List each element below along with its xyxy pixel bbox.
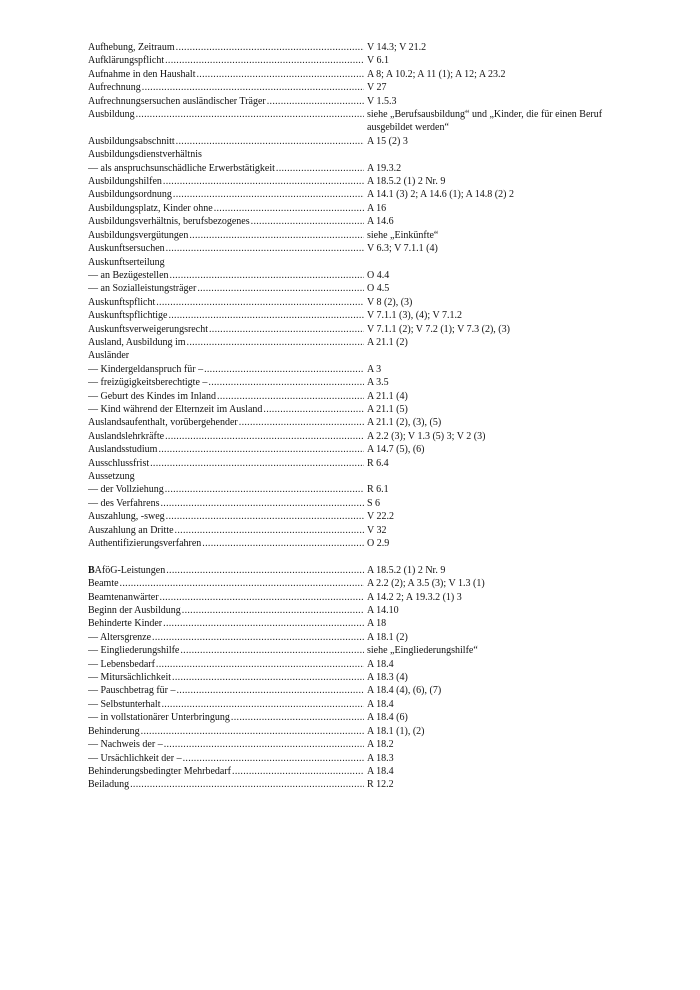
index-entry (88, 631, 628, 644)
index-reference: O 4.5 (367, 283, 390, 295)
index-reference: A 14.10 (367, 605, 399, 617)
index-reference: A 21.1 (2), (3), (5) (367, 417, 442, 429)
index-term (88, 711, 364, 724)
dot-leader (188, 229, 364, 242)
index-reference: A 18.4 (367, 765, 394, 777)
dot-leader (186, 336, 364, 349)
index-reference: R 6.4 (367, 457, 389, 469)
index-entry (88, 725, 628, 738)
index-entry (88, 135, 628, 148)
index-reference: A 14.1 (3) 2; A 14.6 (1); A 14.8 (2) 2 (367, 189, 514, 201)
index-term-text: — Kind während der Elternzeit im Ausland (88, 403, 263, 415)
index-entry (88, 510, 628, 523)
index-term (88, 591, 364, 604)
index-term-text: Ausbildungsplatz, Kinder ohne (88, 202, 213, 214)
dot-leader (175, 684, 364, 697)
index-term (88, 202, 364, 215)
dot-leader (231, 765, 364, 778)
index-term-text: Ausbildungsabschnitt (88, 135, 175, 147)
dot-leader (216, 390, 364, 403)
index-reference: A 18.4 (367, 698, 394, 710)
group-separator (88, 550, 628, 563)
index-term (88, 296, 364, 309)
dot-leader (149, 457, 364, 470)
index-entry (88, 765, 628, 778)
index-term (88, 443, 364, 456)
index-entry (88, 309, 628, 322)
index-term (88, 457, 364, 470)
index-reference: A 18 (367, 618, 387, 630)
index-entry (88, 54, 628, 67)
index-entry (88, 752, 628, 765)
index-term (88, 644, 364, 657)
index-term (88, 54, 364, 67)
index-term-text: Aufrechnung (88, 82, 141, 94)
index-term (88, 430, 364, 443)
index-reference: S 6 (367, 497, 381, 509)
index-entry (88, 738, 628, 751)
dot-leader (163, 738, 364, 751)
keyword-index (88, 41, 628, 792)
dot-leader (157, 443, 364, 456)
dot-leader (175, 41, 364, 54)
dot-leader (262, 403, 364, 416)
index-term-text: Ausbildungshilfen (88, 176, 162, 188)
index-term-text: — Selbstunterhalt (88, 698, 161, 710)
index-term-text: — Ursächlichkeit der – (88, 752, 182, 764)
index-entry (88, 336, 628, 349)
index-term-text: Auslandsaufenthalt, vorübergehender (88, 417, 238, 429)
index-term-text: — Nachweis der – (88, 739, 163, 751)
index-term-text: Authentifizierungsverfahren (88, 538, 202, 550)
dot-leader (159, 497, 364, 510)
index-term-text: Ausbildungsdienstverhältnis (88, 149, 202, 161)
index-term (88, 41, 364, 54)
dot-leader (141, 81, 364, 94)
dot-leader (155, 296, 364, 309)
dot-leader (140, 725, 364, 738)
index-entry (88, 524, 628, 537)
index-term-text: Auskunftsersuchen (88, 243, 165, 255)
dot-leader (164, 430, 364, 443)
index-term-text: Beamte (88, 578, 119, 590)
index-term (88, 510, 364, 523)
index-reference: A 18.1 (1), (2) (367, 725, 425, 737)
dot-leader (155, 658, 364, 671)
dot-leader (195, 68, 364, 81)
index-term-text: Behinderungsbedingter Mehrbedarf (88, 765, 232, 777)
index-term (88, 81, 364, 94)
index-term-text: — Kindergeldanspruch für – (88, 363, 204, 375)
dot-leader (250, 215, 364, 228)
index-term (88, 564, 364, 577)
index-entry (88, 671, 628, 684)
index-reference: siehe „Eingliederungshilfe“ (367, 645, 478, 657)
index-term-text: Ausbildungsordnung (88, 189, 172, 201)
index-reference: A 16 (367, 202, 387, 214)
index-entry (88, 684, 628, 697)
index-term-text: Ausbildung (88, 109, 135, 121)
dot-leader (165, 510, 364, 523)
index-reference: A 18.5.2 (1) 2 Nr. 9 (367, 564, 446, 576)
dot-leader (161, 698, 365, 711)
index-term-text: BAföG-Leistungen (88, 564, 166, 576)
dot-leader (172, 188, 364, 201)
index-term-text: — freizügigkeitsberechtigte – (88, 377, 208, 389)
index-reference: V 8 (2), (3) (367, 296, 413, 308)
index-term-text: — an Sozialleistungsträger (88, 283, 197, 295)
index-term-text: Aufnahme in den Haushalt (88, 68, 196, 80)
index-term-text: — Altersgrenze (88, 631, 152, 643)
index-term (88, 416, 364, 429)
dot-leader (151, 631, 364, 644)
index-term (88, 256, 364, 269)
index-entry (88, 443, 628, 456)
index-reference: A 15 (2) 3 (367, 135, 408, 147)
index-reference: A 21.1 (4) (367, 390, 408, 402)
dot-leader (171, 671, 364, 684)
index-term-text: — Eingliederungshilfe (88, 645, 180, 657)
index-term-text: Beiladung (88, 779, 130, 791)
index-term-text: — als anspruchsunschädliche Erwerbstätigkeit (88, 162, 275, 174)
index-entry (88, 644, 628, 657)
index-entry (88, 108, 628, 135)
dot-leader (179, 644, 364, 657)
index-term-text: — Mitursächlichkeit (88, 672, 172, 684)
index-term (88, 617, 364, 630)
index-letter-lead: B (88, 564, 95, 576)
index-reference: R 6.1 (367, 484, 389, 496)
index-term-text: Auskunftserteilung (88, 256, 165, 268)
index-term (88, 738, 364, 751)
index-reference: R 12.2 (367, 779, 394, 791)
index-entry (88, 81, 628, 94)
index-entry (88, 617, 628, 630)
index-term (88, 349, 364, 362)
index-entry (88, 497, 628, 510)
index-entry (88, 658, 628, 671)
dot-leader (275, 162, 364, 175)
index-term (88, 604, 364, 617)
dot-leader (201, 537, 364, 550)
index-term-text: Auslandslehrkräfte (88, 430, 165, 442)
dot-leader (213, 202, 364, 215)
index-reference: A 18.4 (6) (367, 712, 408, 724)
index-entry (88, 296, 628, 309)
index-entry (88, 242, 628, 255)
dot-leader (165, 242, 364, 255)
index-entry (88, 256, 628, 269)
index-term (88, 162, 364, 175)
index-entry (88, 778, 628, 791)
index-entry (88, 604, 628, 617)
index-reference: A 18.2 (367, 739, 394, 751)
dot-leader (196, 282, 364, 295)
index-term (88, 135, 364, 148)
index-term-text: Aufrechnungsersuchen ausländischer Träger (88, 95, 266, 107)
index-entry (88, 282, 628, 295)
index-entry (88, 416, 628, 429)
index-term-text: Auszahlung an Dritte (88, 524, 174, 536)
index-term (88, 403, 364, 416)
index-reference: A 2.2 (2); A 3.5 (3); V 1.3 (1) (367, 578, 485, 590)
index-term (88, 282, 364, 295)
index-term (88, 778, 364, 791)
dot-leader (164, 54, 364, 67)
index-term (88, 537, 364, 550)
index-entry (88, 215, 628, 228)
index-term-text: — in vollstationärer Unterbringung (88, 712, 230, 724)
dot-leader (175, 135, 364, 148)
index-term-text: — der Vollziehung (88, 484, 164, 496)
index-entry (88, 430, 628, 443)
dot-leader (266, 95, 364, 108)
index-term-text: Beamtenanwärter (88, 591, 159, 603)
index-entry (88, 148, 628, 161)
index-reference: V 27 (367, 82, 387, 94)
index-entry (88, 162, 628, 175)
dot-leader (207, 376, 364, 389)
dot-leader (164, 483, 364, 496)
index-term (88, 470, 364, 483)
index-entry (88, 68, 628, 81)
index-term (88, 242, 364, 255)
index-reference: A 19.3.2 (367, 162, 402, 174)
index-entry (88, 711, 628, 724)
index-term (88, 671, 364, 684)
index-term (88, 95, 364, 108)
index-entry (88, 363, 628, 376)
index-entry (88, 403, 628, 416)
index-term-text: — des Verfahrens (88, 497, 160, 509)
index-term (88, 229, 364, 242)
dot-leader (162, 175, 364, 188)
index-term-text: Ausbildungsverhältnis, berufsbezogenes (88, 216, 250, 228)
index-reference: V 7.1.1 (3), (4); V 7.1.2 (367, 310, 462, 322)
index-reference: A 3 (367, 363, 382, 375)
index-reference: V 22.2 (367, 511, 395, 523)
index-term-text: Beginn der Ausbildung (88, 605, 181, 617)
index-reference: V 1.5.3 (367, 95, 397, 107)
index-term (88, 631, 364, 644)
index-entry (88, 188, 628, 201)
index-reference: siehe „Berufsausbildung“ und „Kinder, die für einen Beruf ausgebildet werden“ (367, 109, 603, 134)
index-reference: A 14.2 2; A 19.3.2 (1) 3 (367, 591, 462, 603)
index-term (88, 658, 364, 671)
dot-leader (165, 564, 364, 577)
index-entry (88, 95, 628, 108)
index-term-text: Behinderung (88, 725, 140, 737)
dot-leader (169, 269, 364, 282)
index-reference: A 21.1 (2) (367, 336, 408, 348)
index-reference: A 14.6 (367, 216, 394, 228)
index-term (88, 376, 364, 389)
index-reference: V 32 (367, 524, 387, 536)
index-term-text: Ausländer (88, 350, 130, 362)
index-reference: A 18.5.2 (1) 2 Nr. 9 (367, 176, 446, 188)
index-term-text: Aussetzung (88, 471, 135, 482)
index-term (88, 148, 364, 161)
index-reference: siehe „Einkünfte“ (367, 229, 439, 241)
index-entry (88, 564, 628, 577)
index-reference: A 18.4 (367, 658, 394, 670)
index-term (88, 309, 364, 322)
index-reference: A 3.5 (367, 377, 389, 389)
index-term-text: — Lebensbedarf (88, 658, 155, 670)
index-term (88, 765, 364, 778)
index-term (88, 725, 364, 738)
index-term (88, 752, 364, 765)
index-term-text: Auskunftsverweigerungsrecht (88, 323, 208, 335)
dot-leader (238, 416, 364, 429)
index-term-text: Behinderte Kinder (88, 618, 163, 630)
index-reference: A 8; A 10.2; A 11 (1); A 12; A 23.2 (367, 68, 506, 80)
index-reference: A 18.1 (2) (367, 631, 408, 643)
index-term (88, 363, 364, 376)
index-entry (88, 577, 628, 590)
index-reference: A 18.3 (367, 752, 394, 764)
index-term (88, 215, 364, 228)
index-entry (88, 202, 628, 215)
index-term (88, 684, 364, 697)
index-reference: O 4.4 (367, 269, 390, 281)
index-entry (88, 470, 628, 483)
index-reference: A 18.4 (4), (6), (7) (367, 685, 442, 697)
index-term (88, 269, 364, 282)
index-reference: A 14.7 (5), (6) (367, 444, 425, 456)
dot-leader (203, 363, 364, 376)
index-term-text: Auszahlung, -sweg (88, 511, 165, 523)
index-term (88, 698, 364, 711)
index-term-text: — Pauschbetrag für – (88, 685, 176, 697)
dot-leader (174, 524, 364, 537)
index-term (88, 483, 364, 496)
index-entry (88, 269, 628, 282)
index-entry (88, 323, 628, 336)
index-entry (88, 41, 628, 54)
index-entry (88, 483, 628, 496)
dot-leader (167, 309, 364, 322)
index-entry (88, 175, 628, 188)
index-reference: V 14.3; V 21.2 (367, 42, 427, 53)
index-entry (88, 698, 628, 711)
index-entry (88, 457, 628, 470)
index-term (88, 577, 364, 590)
index-term-text: — Geburt des Kindes im Inland (88, 390, 217, 402)
index-reference: V 6.3; V 7.1.1 (4) (367, 243, 438, 255)
index-term-text: — an Bezügestellen (88, 269, 169, 281)
index-term-text: Auskunftspflichtige (88, 310, 168, 322)
index-term (88, 524, 364, 537)
index-term (88, 323, 364, 336)
index-term-text: Auskunftspflicht (88, 296, 156, 308)
index-reference: O 2.9 (367, 538, 390, 550)
index-entry (88, 390, 628, 403)
index-entry (88, 537, 628, 550)
index-term (88, 497, 364, 510)
index-reference: A 2.2 (3); V 1.3 (5) 3; V 2 (3) (367, 430, 486, 442)
index-reference: A 21.1 (5) (367, 403, 408, 415)
index-term (88, 188, 364, 201)
dot-leader (181, 604, 364, 617)
dot-leader (230, 711, 364, 724)
dot-leader (162, 617, 364, 630)
dot-leader (129, 778, 364, 791)
dot-leader (159, 591, 364, 604)
dot-leader (135, 108, 364, 121)
index-term (88, 108, 364, 121)
index-entry (88, 376, 628, 389)
index-term (88, 68, 364, 81)
index-term (88, 336, 364, 349)
index-reference: V 7.1.1 (2); V 7.2 (1); V 7.3 (2), (3) (367, 323, 510, 335)
dot-leader (208, 323, 364, 336)
index-term-text: Aufhebung, Zeitraum (88, 42, 175, 53)
index-reference: V 6.1 (367, 55, 390, 67)
index-entry (88, 229, 628, 242)
dot-leader (182, 752, 364, 765)
index-term (88, 175, 364, 188)
index-entry (88, 349, 628, 362)
index-term-text: Ausschlussfrist (88, 457, 150, 469)
index-entry (88, 591, 628, 604)
dot-leader (119, 577, 364, 590)
index-term-text: Ausbildungsvergütungen (88, 229, 189, 241)
index-term-text: Ausland, Ausbildung im (88, 336, 186, 348)
index-term-text: Auslandsstudium (88, 444, 158, 456)
index-term (88, 390, 364, 403)
index-term-text: Aufklärungspflicht (88, 55, 165, 67)
index-reference: A 18.3 (4) (367, 672, 408, 684)
